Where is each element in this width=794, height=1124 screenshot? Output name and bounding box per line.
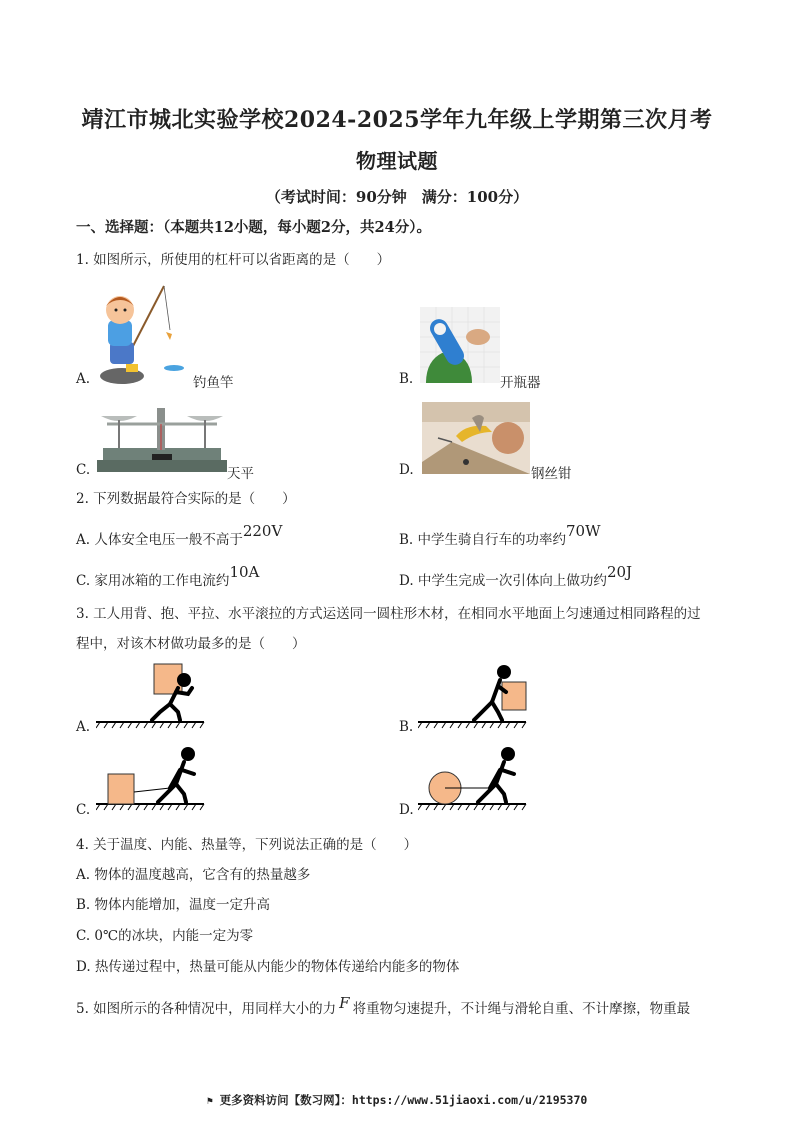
q4-option-a: A. 物体的温度越高，它含有的热量越多: [76, 867, 311, 883]
q3-option-c-letter: C.: [76, 802, 91, 818]
footer-link[interactable]: 更多资料访问【数习网】：https://www.51jiaoxi.com/u/2195370: [219, 1093, 588, 1107]
q2-option-d-text: D. 中学生完成一次引体向上做功约: [399, 573, 607, 589]
q3-option-d-letter: D.: [399, 802, 414, 818]
q1-option-d-letter: D.: [399, 462, 414, 478]
q3-figure-c-drag-block: [96, 744, 206, 814]
q3-figure-b-hold-carry: [418, 662, 528, 732]
q2-option-a-value: 220V: [242, 522, 283, 540]
q2-option-d: [399, 563, 633, 589]
q2-option-a: [76, 522, 283, 548]
exam-info: （考试时间：90分钟 满分：100分）: [265, 188, 529, 206]
question-5-stem-before: 5. 如图所示的各种情况中，用同样大小的力: [76, 1001, 337, 1017]
q2-option-c: [76, 563, 260, 589]
balance-scale-image: [97, 402, 227, 472]
question-1-stem: 1. 如图所示，所使用的杠杆可以省距离的是（ ）: [76, 252, 391, 268]
exam-title: 靖江市城北实验学校2024-2025学年九年级上学期第三次月考: [81, 107, 713, 133]
q1-option-a-label: 钓鱼竿: [193, 375, 234, 391]
section-heading: 一、选择题：（本题共12小题，每小题2分，共24分）。: [76, 219, 431, 236]
q1-option-d-label: 钢丝钳: [531, 466, 572, 482]
exam-subtitle: 物理试题: [356, 149, 438, 173]
q3-figure-d-roll-log: [418, 744, 528, 814]
q2-option-b: [399, 522, 601, 548]
question-5-stem-after: 将重物匀速提升，不计绳与滑轮自重、不计摩擦，物重最: [352, 1001, 691, 1017]
question-3-stem-line1: 3. 工人用背、抱、平拉、水平滚拉的方式运送同一圆柱形木材，在相同水平地面上匀速通过相同路程的过: [76, 606, 701, 622]
q1-option-a-letter: A.: [76, 371, 91, 387]
q2-option-a-text: A. 人体安全电压一般不高于: [76, 532, 243, 548]
q2-option-c-text: C. 家用冰箱的工作电流约: [76, 573, 230, 589]
fishing-boy-image: [92, 280, 192, 386]
force-symbol: F: [339, 994, 350, 1012]
bottle-opener-image: [420, 307, 500, 383]
flag-icon: ⚑: [206, 1096, 213, 1107]
q1-option-b-letter: B.: [399, 371, 414, 387]
q1-option-c-letter: C.: [76, 462, 91, 478]
q4-option-c: C. 0℃的冰块，内能一定为零: [76, 928, 254, 944]
q3-figure-a-back-carry: [96, 662, 206, 732]
q1-option-b-label: 开瓶器: [500, 375, 541, 391]
q1-option-c-label: 天平: [227, 466, 254, 482]
question-2-stem: 2. 下列数据最符合实际的是（ ）: [76, 491, 296, 507]
question-3-stem-line2: 程中，对该木材做功最多的是（ ）: [76, 636, 306, 652]
q2-option-d-value: 20J: [606, 563, 633, 581]
question-4-stem: 4. 关于温度、内能、热量等，下列说法正确的是（ ）: [76, 837, 418, 853]
q2-option-c-value: 10A: [229, 563, 260, 581]
q4-option-b: B. 物体内能增加，温度一定升高: [76, 897, 271, 913]
q3-option-a-letter: A.: [76, 719, 91, 735]
q3-option-b-letter: B.: [399, 719, 414, 735]
question-5-stem: [76, 994, 691, 1017]
q2-option-b-value: 70W: [566, 522, 601, 540]
q2-option-b-text: B. 中学生骑自行车的功率约: [399, 532, 567, 548]
q4-option-d: D. 热传递过程中，热量可能从内能少的物体传递给内能多的物体: [76, 959, 460, 975]
footer-bar: [0, 1092, 794, 1108]
wire-pliers-image: [422, 402, 530, 474]
